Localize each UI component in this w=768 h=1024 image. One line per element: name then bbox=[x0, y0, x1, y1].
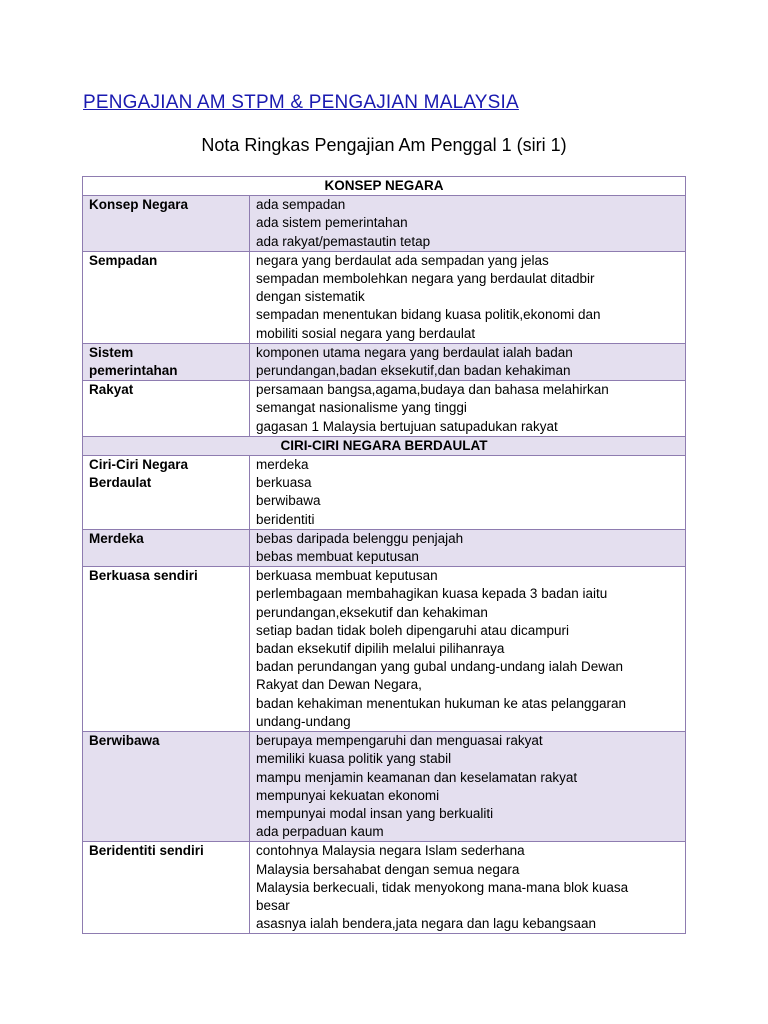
description-line: perundangan,badan eksekutif,dan badan kehakiman bbox=[256, 363, 571, 379]
description-line: besar bbox=[256, 897, 290, 913]
description-cell bbox=[250, 381, 686, 437]
description-line: badan eksekutif dipilih melalui pilihanraya bbox=[256, 641, 505, 657]
section-heading-row bbox=[83, 436, 686, 455]
description-line: ada sistem pemerintahan bbox=[256, 215, 408, 231]
term-cell bbox=[83, 732, 250, 842]
term-cell bbox=[83, 343, 250, 380]
table-row bbox=[83, 732, 686, 842]
description-cell bbox=[250, 251, 686, 343]
description-line: beridentiti bbox=[256, 511, 315, 527]
term-text: Berkuasa sendiri bbox=[89, 568, 198, 584]
term-cell bbox=[83, 251, 250, 343]
section-heading-row bbox=[83, 177, 686, 196]
term-text: Konsep Negara bbox=[89, 197, 189, 213]
term-cell bbox=[83, 381, 250, 437]
description-cell bbox=[250, 567, 686, 732]
description-line: berupaya mempengaruhi dan menguasai rakyat bbox=[256, 733, 543, 749]
term-text: Merdeka bbox=[89, 530, 144, 546]
description-line: perlembagaan membahagikan kuasa kepada 3 badan iaitu bbox=[256, 586, 608, 602]
table-row bbox=[83, 251, 686, 343]
description-line: badan perundangan yang gubal undang-undang ialah Dewan bbox=[256, 659, 624, 675]
term-cell bbox=[83, 196, 250, 252]
description-cell bbox=[250, 842, 686, 934]
section-heading-konsep-negara: KONSEP NEGARA bbox=[83, 177, 686, 196]
term-cell bbox=[83, 842, 250, 934]
description-line: mampu menjamin keamanan dan keselamatan rakyat bbox=[256, 769, 578, 785]
description-line: ada perpaduan kaum bbox=[256, 824, 384, 840]
description-cell bbox=[250, 529, 686, 566]
term-text: Beridentiti sendiri bbox=[89, 843, 204, 859]
table-row bbox=[83, 381, 686, 437]
description-line: bebas membuat keputusan bbox=[256, 549, 419, 565]
description-line: Rakyat dan Dewan Negara, bbox=[256, 677, 422, 693]
term-text: Ciri-Ciri Negara bbox=[89, 457, 189, 473]
table-row bbox=[83, 842, 686, 934]
table-row bbox=[83, 567, 686, 732]
description-line: Malaysia berkecuali, tidak menyokong mana-mana blok kuasa bbox=[256, 879, 629, 895]
description-line: Malaysia bersahabat dengan semua negara bbox=[256, 861, 520, 877]
term-text: pemerintahan bbox=[89, 363, 178, 379]
description-line: ada rakyat/pemastautin tetap bbox=[256, 233, 431, 249]
term-cell bbox=[83, 529, 250, 566]
term-text: Sempadan bbox=[89, 252, 158, 268]
description-line: contohnya Malaysia negara Islam sederhana bbox=[256, 843, 525, 859]
description-line: sempadan membolehkan negara yang berdaulat ditadbir bbox=[256, 271, 595, 287]
description-cell bbox=[250, 456, 686, 530]
description-line: memiliki kuasa politik yang stabil bbox=[256, 751, 452, 767]
table-row bbox=[83, 196, 686, 252]
description-line: persamaan bangsa,agama,budaya dan bahasa melahirkan bbox=[256, 382, 609, 398]
description-line: gagasan 1 Malaysia bertujuan satupadukan rakyat bbox=[256, 418, 558, 434]
term-cell bbox=[83, 456, 250, 530]
table-row bbox=[83, 343, 686, 380]
term-text: Sistem bbox=[89, 344, 134, 360]
description-line: setiap badan tidak boleh dipengaruhi atau dicampuri bbox=[256, 622, 569, 638]
description-line: sempadan menentukan bidang kuasa politik,ekonomi dan bbox=[256, 307, 601, 323]
description-line: komponen utama negara yang berdaulat ialah badan bbox=[256, 344, 573, 360]
document-subtitle: Nota Ringkas Pengajian Am Penggal 1 (siri 1) bbox=[201, 135, 567, 155]
description-line: merdeka bbox=[256, 457, 309, 473]
section-heading-ciri-ciri: CIRI-CIRI NEGARA BERDAULAT bbox=[83, 436, 686, 455]
description-line: berkuasa bbox=[256, 475, 312, 491]
description-cell bbox=[250, 732, 686, 842]
description-line: perundangan,eksekutif dan kehakiman bbox=[256, 604, 488, 620]
description-line: bebas daripada belenggu penjajah bbox=[256, 530, 464, 546]
title-link[interactable]: PENGAJIAN AM STPM & PENGAJIAN MALAYSIA bbox=[83, 92, 519, 113]
description-line: berwibawa bbox=[256, 493, 321, 509]
description-line: asasnya ialah bendera,jata negara dan lagu kebangsaan bbox=[256, 916, 597, 932]
term-cell bbox=[83, 567, 250, 732]
description-line: negara yang berdaulat ada sempadan yang jelas bbox=[256, 252, 549, 268]
notes-table bbox=[82, 176, 686, 934]
term-text: Rakyat bbox=[89, 382, 134, 398]
table-row bbox=[83, 456, 686, 530]
term-text: Berwibawa bbox=[89, 733, 160, 749]
description-line: berkuasa membuat keputusan bbox=[256, 568, 438, 584]
description-line: badan kehakiman menentukan hukuman ke atas pelanggaran bbox=[256, 695, 627, 711]
description-cell bbox=[250, 196, 686, 252]
term-text: Berdaulat bbox=[89, 475, 152, 491]
description-line: mempunyai modal insan yang berkualiti bbox=[256, 805, 494, 821]
description-line: undang-undang bbox=[256, 713, 351, 729]
description-line: mobiliti sosial negara yang berdaulat bbox=[256, 325, 476, 341]
description-line: dengan sistematik bbox=[256, 289, 365, 305]
table-row bbox=[83, 529, 686, 566]
description-cell bbox=[250, 343, 686, 380]
description-line: ada sempadan bbox=[256, 197, 346, 213]
description-line: mempunyai kekuatan ekonomi bbox=[256, 787, 440, 803]
description-line: semangat nasionalisme yang tinggi bbox=[256, 400, 467, 416]
